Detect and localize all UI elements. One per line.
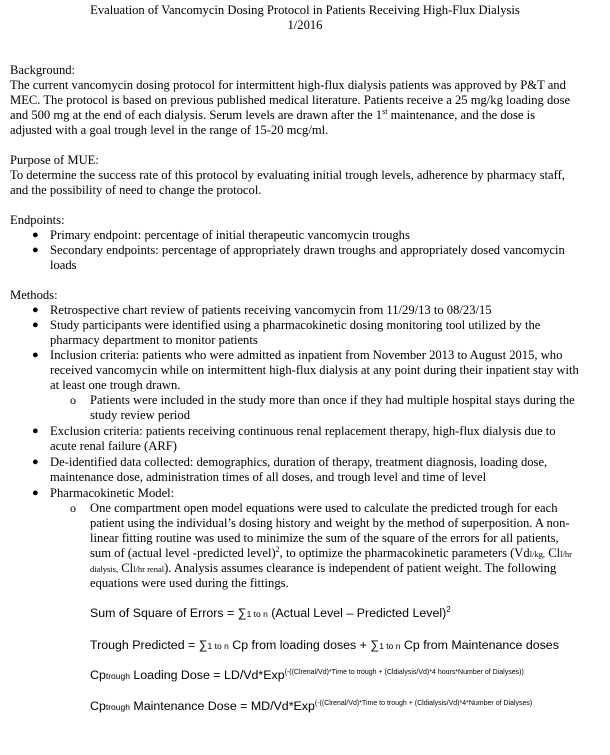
sub-bullet-icon: o	[70, 501, 76, 515]
document-title: Evaluation of Vancomycin Dosing Protocol in Patients Receiving High-Flux Dialysis	[90, 3, 520, 17]
endpoint-item: loads	[50, 258, 77, 272]
bullet-icon: ●	[32, 487, 39, 499]
bullet-icon: ●	[32, 304, 39, 316]
background-text: MEC. The protocol is based on previous published medical literature. Patients receive a 25 mg/kg loading dose	[10, 93, 571, 107]
pk-model-text: sum of (actual level -predicted level)$^2$, to optimize the pharmacokinetic parameters (Vdl/kg, Cll/hr	[90, 544, 572, 560]
background-text: The current vancomycin dosing protocol for intermittent high-flux dialysis patients was approved by P&T and	[10, 78, 566, 92]
bullet-icon: ●	[32, 456, 39, 468]
methods-item: Exclusion criteria: patients receiving continuous renal replacement therapy, high-flux dialysis due to	[50, 424, 556, 438]
equation-trough-predicted: Trough Predicted = ∑1 to n Cp from loading doses + ∑1 to n Cp from Maintenance doses	[90, 638, 559, 652]
equation-sum-of-squares: Sum of Square of Errors = ∑1 to n (Actual Level – Predicted Level)$^2$	[90, 604, 451, 620]
methods-subitem: Patients were included in the study more than once if they had multiple hospital stays during the	[90, 393, 575, 407]
sub-bullet-icon: o	[70, 393, 76, 407]
methods-item: Pharmacokinetic Model:	[50, 486, 175, 500]
equation-maintenance-dose: Cptrough Maintenance Dose = MD/Vd*Exp$^{(-((Clrenal/Vd)*Time to trough + (Cldialysis/Vd)*4*Number of Dialyses)}$	[90, 699, 533, 713]
pk-model-text: dialysis, Cll/hr renal). Analysis assumes clearance is independent of patient weight. The following	[90, 561, 557, 575]
bullet-icon: ●	[32, 244, 39, 256]
bullet-icon: ●	[32, 229, 39, 241]
bullet-icon: ●	[32, 319, 39, 331]
methods-item: Inclusion criteria: patients who were admitted as inpatient from November 2013 to August 2015, who	[50, 348, 563, 362]
methods-item: pharmacy department to monitor patients	[50, 333, 258, 347]
methods-item: at least one trough drawn.	[50, 378, 181, 392]
background-heading: Background:	[10, 63, 76, 77]
endpoints-heading: Endpoints:	[10, 213, 65, 227]
endpoint-item: Primary endpoint: percentage of initial therapeutic vancomycin troughs	[50, 228, 410, 242]
methods-item: De-identified data collected: demographics, duration of therapy, treatment diagnosis, loading dose,	[50, 455, 548, 469]
equation-loading-dose: Cptrough Loading Dose = LD/Vd*Exp$^{(-((Clrenal/Vd)*Time to trough + (Cldialysis/Vd)*4 hours*Number of Dialyses))}$	[90, 668, 524, 682]
methods-item: Study participants were identified using a pharmacokinetic dosing monitoring tool utilized by the	[50, 318, 541, 332]
document-date: 1/2016	[287, 18, 323, 32]
methods-item: received vancomycin while on intermittent high-flux dialysis at any point during their inpatient stay with	[50, 363, 579, 377]
purpose-heading: Purpose of MUE:	[10, 153, 99, 167]
endpoint-item: Secondary endpoints: percentage of appropriately drawn troughs and appropriately dosed vancomycin	[50, 243, 565, 257]
methods-subitem: study review period	[90, 408, 191, 422]
pk-model-text: One compartment open model equations were used to calculate the predicted trough for each	[90, 501, 558, 515]
methods-item: Retrospective chart review of patients receiving vancomycin from 11/29/13 to 08/23/15	[50, 303, 492, 317]
background-text: adjusted with a goal trough level in the range of 15-20 mcg/ml.	[10, 123, 329, 137]
methods-heading: Methods:	[10, 288, 58, 302]
methods-item: acute renal failure (ARF)	[50, 439, 177, 453]
pk-model-text: patient using the individual’s dosing history and weight by the method of superposition. A non-	[90, 516, 570, 530]
bullet-icon: ●	[32, 349, 39, 361]
purpose-text: To determine the success rate of this protocol by evaluating initial trough levels, adherence by pharmacy staff,	[10, 168, 565, 182]
methods-item: maintenance dose, administration times of all doses, and trough level and time of level	[50, 470, 487, 484]
pk-model-text: equations were used during the fittings.	[90, 576, 289, 590]
purpose-text: and the possibility of need to change the protocol.	[10, 183, 262, 197]
background-text: and 500 mg at the end of each dialysis. Serum levels are drawn after the 1st maintenance, and the dose is	[10, 106, 536, 122]
bullet-icon: ●	[32, 425, 39, 437]
pk-model-text: linear fitting routine was used to minimize the sum of the square of the errors for all patients,	[90, 531, 559, 545]
